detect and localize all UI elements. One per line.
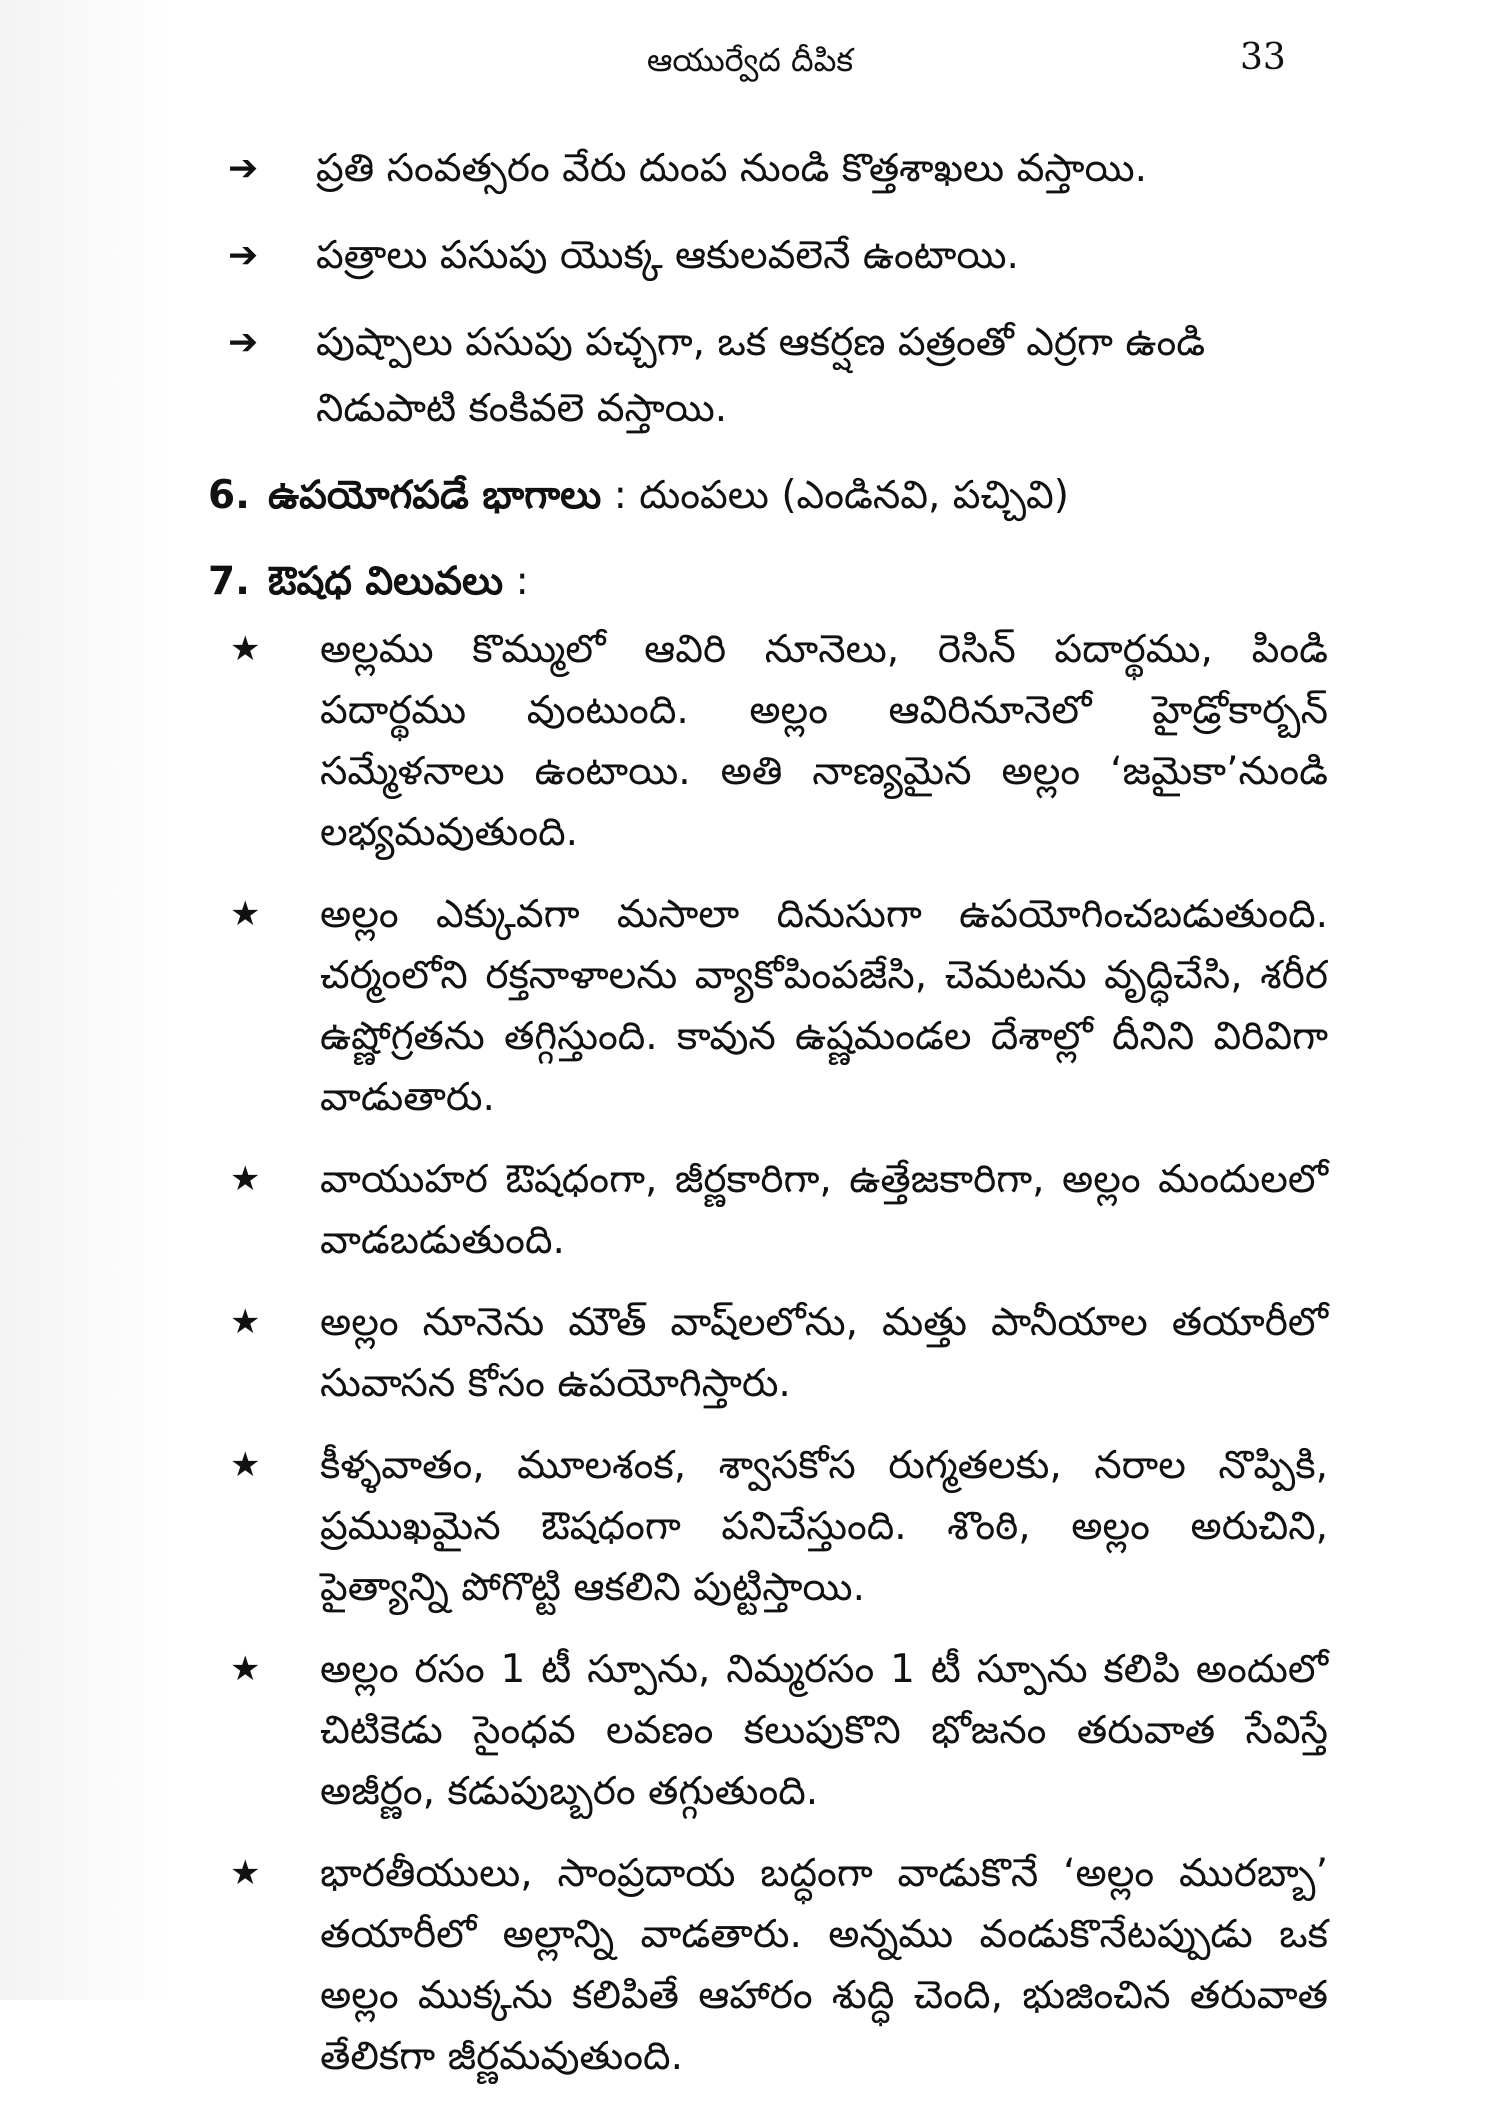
list-item-text: భారతీయులు, సాంప్రదాయ బద్ధంగా వాడుకొనే ‘అల్లం మురబ్బా’ తయారీలో అల్లాన్ని వాడతారు. అన్నము వండుకొనేటప్పుడు ఒక అల్లం ముక్కను కలిపితే ఆహారం శుద్ధి చెంది, భుజించిన తరువాత తేలికగా జీర్ణమవుతుంది. [320,1851,1328,2079]
section-heading-text [268,463,1328,529]
star-bullet-icon: ★ [230,1649,261,1689]
list-item [230,1292,1328,1414]
section-number: 7. [208,559,250,604]
section-label: ఉపయోగపడే భాగాలు [268,473,602,518]
list-item-text: ప్రతి సంవత్సరం వేరు దుంప నుండి కొత్తశాఖలు వస్తాయి. [316,146,1148,191]
page-number: 33 [1240,37,1286,78]
list-item [230,619,1328,863]
section-value: : దుంపలు (ఎండినవి, పచ్చివి) [601,473,1069,518]
star-bullet-icon: ★ [230,629,261,669]
list-item [228,310,1328,442]
list-item-text: అల్లము కొమ్ములో ఆవిరి నూనెలు, రెసిన్ పదార్థము, పిండి పదార్థము వుంటుంది. అల్లం ఆవిరినూనెలో హైడ్రోకార్బన్ సమ్మేళనాలు ఉంటాయి. అతి నాణ్యమైన అల్లం ‘జమైకా’నుండి లభ్యమవుతుంది. [320,627,1328,855]
section-number: 6. [208,473,250,518]
arrow-bullet-icon: ➔ [228,235,259,276]
star-bullet-icon: ★ [230,894,261,934]
page-gutter-shadow [0,0,170,2000]
star-bullet-icon: ★ [230,1159,261,1199]
list-item-text: పత్రాలు పసుపు యొక్క ఆకులవలెనే ఉంటాయి. [316,233,1019,278]
running-header-title: ఆయుర్వేద దీపిక [646,41,854,79]
list-item [230,1435,1328,1618]
list-item [230,1639,1328,1822]
list-item [228,136,1328,202]
star-bullet-icon: ★ [230,1445,261,1485]
list-item [230,1149,1328,1271]
section-heading-used-parts [208,463,1328,529]
list-item [228,223,1328,289]
section-suffix: : [503,559,529,604]
page-body [208,136,1328,2108]
list-item-text: కీళ్ళవాతం, మూలశంక, శ్వాసకోస రుగ్మతలకు, నరాల నొప్పికి, ప్రముఖమైన ఔషధంగా పనిచేస్తుంది. శొంఠి, అల్లం అరుచిని, పైత్యాన్ని పోగొట్టి ఆకలిని పుట్టిస్తాయి. [320,1443,1328,1610]
list-item [230,1843,1328,2087]
list-item-text: అల్లం ఎక్కువగా మసాలా దినుసుగా ఉపయోగించబడుతుంది. చర్మంలోని రక్తనాళాలను వ్యాకోపింపజేసి, చెమటను వృద్ధిచేసి, శరీర ఉష్ణోగ్రతను తగ్గిస్తుంది. కావున ఉష్ణమండల దేశాల్లో దీనిని విరివిగా వాడుతారు. [320,892,1328,1120]
section-heading-medicinal-values [208,549,1328,615]
star-bullet-icon: ★ [230,1853,261,1893]
list-item [230,884,1328,1128]
list-item-text: వాయుహర ఔషధంగా, జీర్ణకారిగా, ఉత్తేజకారిగా, అల్లం మందులలో వాడబడుతుంది. [320,1157,1328,1263]
list-item-text: అల్లం నూనెను మౌత్ వాష్‌లలోను, మత్తు పానీయాల తయారీలో సువాసన కోసం ఉపయోగిస్తారు. [320,1300,1328,1406]
list-item-text: అల్లం రసం 1 టీ స్పూను, నిమ్మరసం 1 టీ స్పూను కలిపి అందులో చిటికెడు సైంధవ లవణం కలుపుకొని భోజనం తరువాత సేవిస్తే అజీర్ణం, కడుపుబ్బరం తగ్గుతుంది. [320,1647,1328,1814]
star-bullet-icon: ★ [230,1302,261,1342]
arrow-bullet-icon: ➔ [228,322,259,363]
list-item-text: పుష్పాలు పసుపు పచ్చగా, ఒక ఆకర్షణ పత్రంతో ఎర్రగా ఉండి నిడుపాటి కంకివలె వస్తాయి. [316,320,1206,431]
section-heading-text [268,549,1328,615]
arrow-bullet-icon: ➔ [228,148,259,189]
section-label: ఔషధ విలువలు [268,559,504,604]
